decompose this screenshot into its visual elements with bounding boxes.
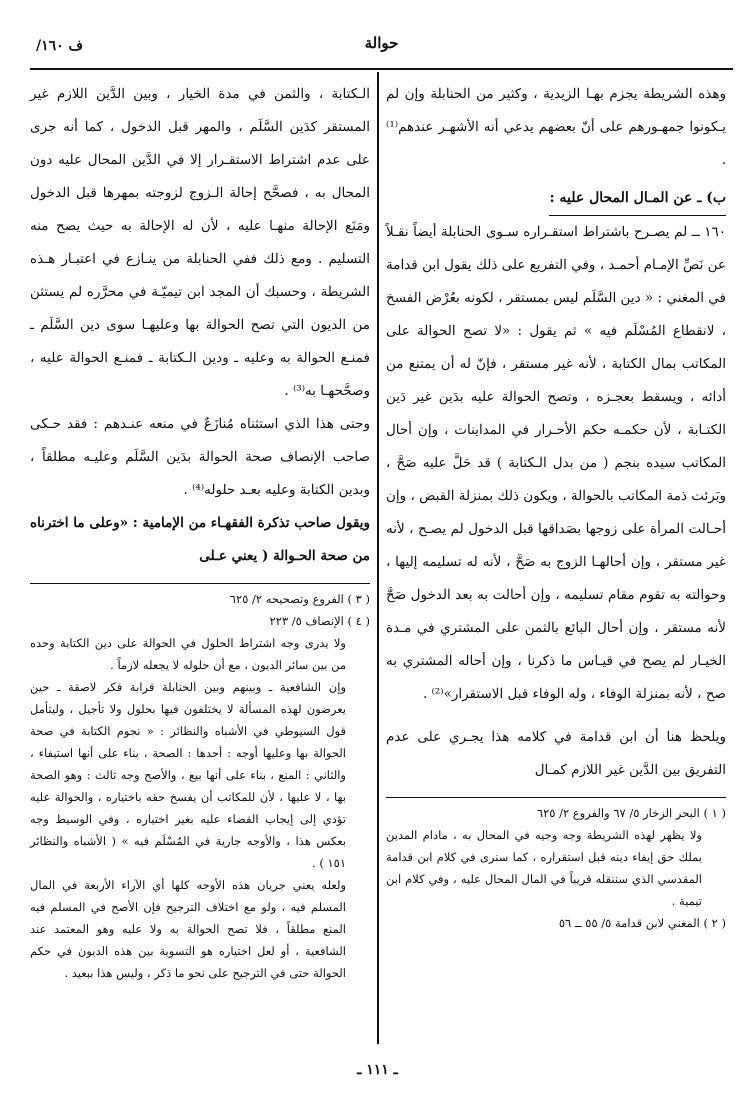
footnote-4-comment-a: ولا يدرى وجه اشتراط الحلول في الحوالة على دين الكتابة وحده من بين سائر الديون ، مع أن حلوله لا يجعله لازماً . bbox=[30, 636, 346, 672]
page-number: ـ ١١١ ـ bbox=[357, 1062, 398, 1078]
paragraph-160: ١٦٠ ــ لم يصـرح باشتراط استقـراره سـوى الحنابلة أيضاً نقـلاً عن نَصِّ الإمـام أحمـد ، وفي التفريع على ذلك يقول ابن قدامة في المغني : « دين السَّلَم ليس بمستقر ، لكونه بعُرْض الفسخ ، لانقطاع المُسْلَم فيه » ثم يقول : «لا تصح الحوالة على المكاتب بمال الكتابة ، لأنه غير مستقر ، فإنّ له أن يمتنع من أدائه ، ويسقط بعجـزه ، وتصح الحوالة عليه بدَين غير دَين الكتـابة ، لأن حكمـه حكم الأحـرار في المداينات ، وإن أحال المكاتب سيده بنجم ( من بدل الـكتابة ) قد حَلَّ عليه صَحَّ ، وبَرئت ذمة المكاتب بالحوالة ، ويكون ذلك بمنزلة القبض ، وإن أحـالت المرأة على زوجها بصَداقها قبل الدخول لم يصـح ، لأنه غير مستقر ، وإن أحالهـا الزوج به صَحَّ ، لأنه له تسليمه إليها ، وحوالته به تقوم مقام تسليمه ، وإن أحالت به بعد الدخول صَحَّ لأنه مستقر ، وإن أحال البائع بالثمن على المشتري في مـدة الخيـار لم يصح في قيـاس ما ذكرنا ، وإن أحاله المشتري به صح ، لأنه بمنزلة الوفاء ، وله الوفاء قبل الاستقرار»⁽²⁾ . bbox=[386, 224, 726, 702]
running-title: حوالة bbox=[364, 34, 399, 52]
footnote-3: ( ٣ ) الفروع وتصحيحه ٢/ ٦٢٥ bbox=[229, 592, 370, 606]
right-column bbox=[386, 78, 726, 934]
note-paragraph: ويلحظ هنا أن ابن قدامة في كلامه هذا يجـري على عدم التفريق بين الدَّين غير اللازم كمـال bbox=[386, 729, 726, 778]
footnote-2: ( ٢ ) المغني لابن قدامة ٥/ ٥٥ ــ ٥٦ bbox=[558, 916, 726, 930]
footnote-rule bbox=[386, 797, 726, 798]
section-number: ف ١٦٠/ bbox=[36, 38, 84, 54]
intro-paragraph: وهذه الشريطة يجزم بهـا الزيدية ، وكثير من الحنابلة وإن لم يـكونوا جمهـورهم على أنّ بعضهم يدعي أنه الأشهـر عندهم⁽¹⁾ . bbox=[386, 86, 726, 168]
footnote-1-comment: ولا يظهر لهذه الشريطة وجه وجيه في المحال به ، مادام المدين يملك حق إيفاء دينه قبل استقراره ، كما سنرى في كلام ابن قدامة المقدسي الذي سننقله قريباً في المال المحال عليه ، وفي كلام ابن تيمية . bbox=[386, 828, 702, 908]
left-column bbox=[30, 78, 370, 984]
continuation-paragraph: الـكتابة ، والثمن في مدة الخيار ، وبين الدَّين اللازم غير المستقر كدَين السَّلَم ، والمهر قبل الدخول ، كما أنه جرى على عدم اشتراط الاستقـرار إلا في الدَّين المحال عليه دون المحال به ، فصحَّح إحالة الـزوج لزوجته بمهرها قبل الدخول ومَنَع الإحالة منهـا عليه ، لأن له الإحالة به حيث يصح منه التسليم . ومع ذلك ففي الحنابلة من ينـازع في اعتبـار هـذه الشريطة ، وحسبك أن المجد ابن تيميّـة في محرَّره لم يستثن من الديون التي تصح الحوالة بها وعليهـا سوى دين السَّلَم ـ فمنـع الحوالة به وعليه ـ ودين الـكتابة ـ فمنـع الحوالة عليه ، وصحَّحهـا به⁽³⁾ . bbox=[30, 86, 370, 399]
imamiyya-paragraph: ويقول صاحب تذكرة الفقهـاء من الإمامية : «وعلى ما اخترناه من صحة الحـوالة ( يعني عـلى bbox=[30, 515, 370, 564]
running-header bbox=[30, 28, 733, 70]
footnote-4-comment-b: وإن الشافعية ـ وبينهم وبين الحنابلة قرابة فكر لاصقة ـ حين يعرضون لهذه المسألة لا يختلفون فيها بحلول ولا تأجيل ، وليتأمل قول السيوطي في الأشباه والنظائر : « نجوم الكتابة في صحة الحوالة بها وعليها أوجه : أحدها : الصحة ، بناء على أنها استيفاء ، والثاني : المنع ، بناء على أنها بيع ، والأصح وجه ثالث : وهو الصحة بها ، لا عليها ، لأن للمكاتب أن يفسخ حقه باختياره ، والحوالة عليه تؤدي إلى إيجاب القضاء عليه بغير اختياره ، وفي الوسيط وجه بعكس هذا ، والأوجه جارية في المُسْلَم فيه » ( الأشباه والنظائر ١٥١ ) . bbox=[30, 680, 346, 870]
footnote-1: ( ١ ) البحر الزخار ٥/ ٦٧ والفروع ٢/ ٦٢٥ bbox=[536, 806, 726, 820]
footnote-4-comment-c: ولعله يعني جريان هذه الأوجه كلها أي الآراء الأربعة في المال المسلم فيه ، ولو مع اختلاف الترجيح فإن الأصح في المسلم فيه المنع مطلقاً ، فلا تصح الحوالة به ولا عليه وهو المعتمد عند الشافعية ، أو لعل اختياره هو التسوية بين هذه الديون في حكم الحوالة حتى في الترجيح على نحو ما ذكر ، وليس هذا ببعيد . bbox=[30, 878, 346, 980]
footnote-4: ( ٤ ) الإنصاف ٥/ ٢٢٣ bbox=[269, 614, 370, 628]
section-heading: ب) ـ عن المـال المحال عليه : bbox=[549, 183, 726, 216]
dispute-paragraph: وحتى هذا الذي استثناه مُنازَعٌ في منعه عنـدهم : فقد حـكى صاحب الإنصاف صحة الحوالة بدَين السَّلَم وعليـه مطلقاً ، وبدين الكتابة وعليه بعـد حلوله⁽⁴⁾ . bbox=[30, 416, 370, 498]
footnote-rule bbox=[30, 583, 370, 584]
column-divider bbox=[377, 72, 379, 1044]
